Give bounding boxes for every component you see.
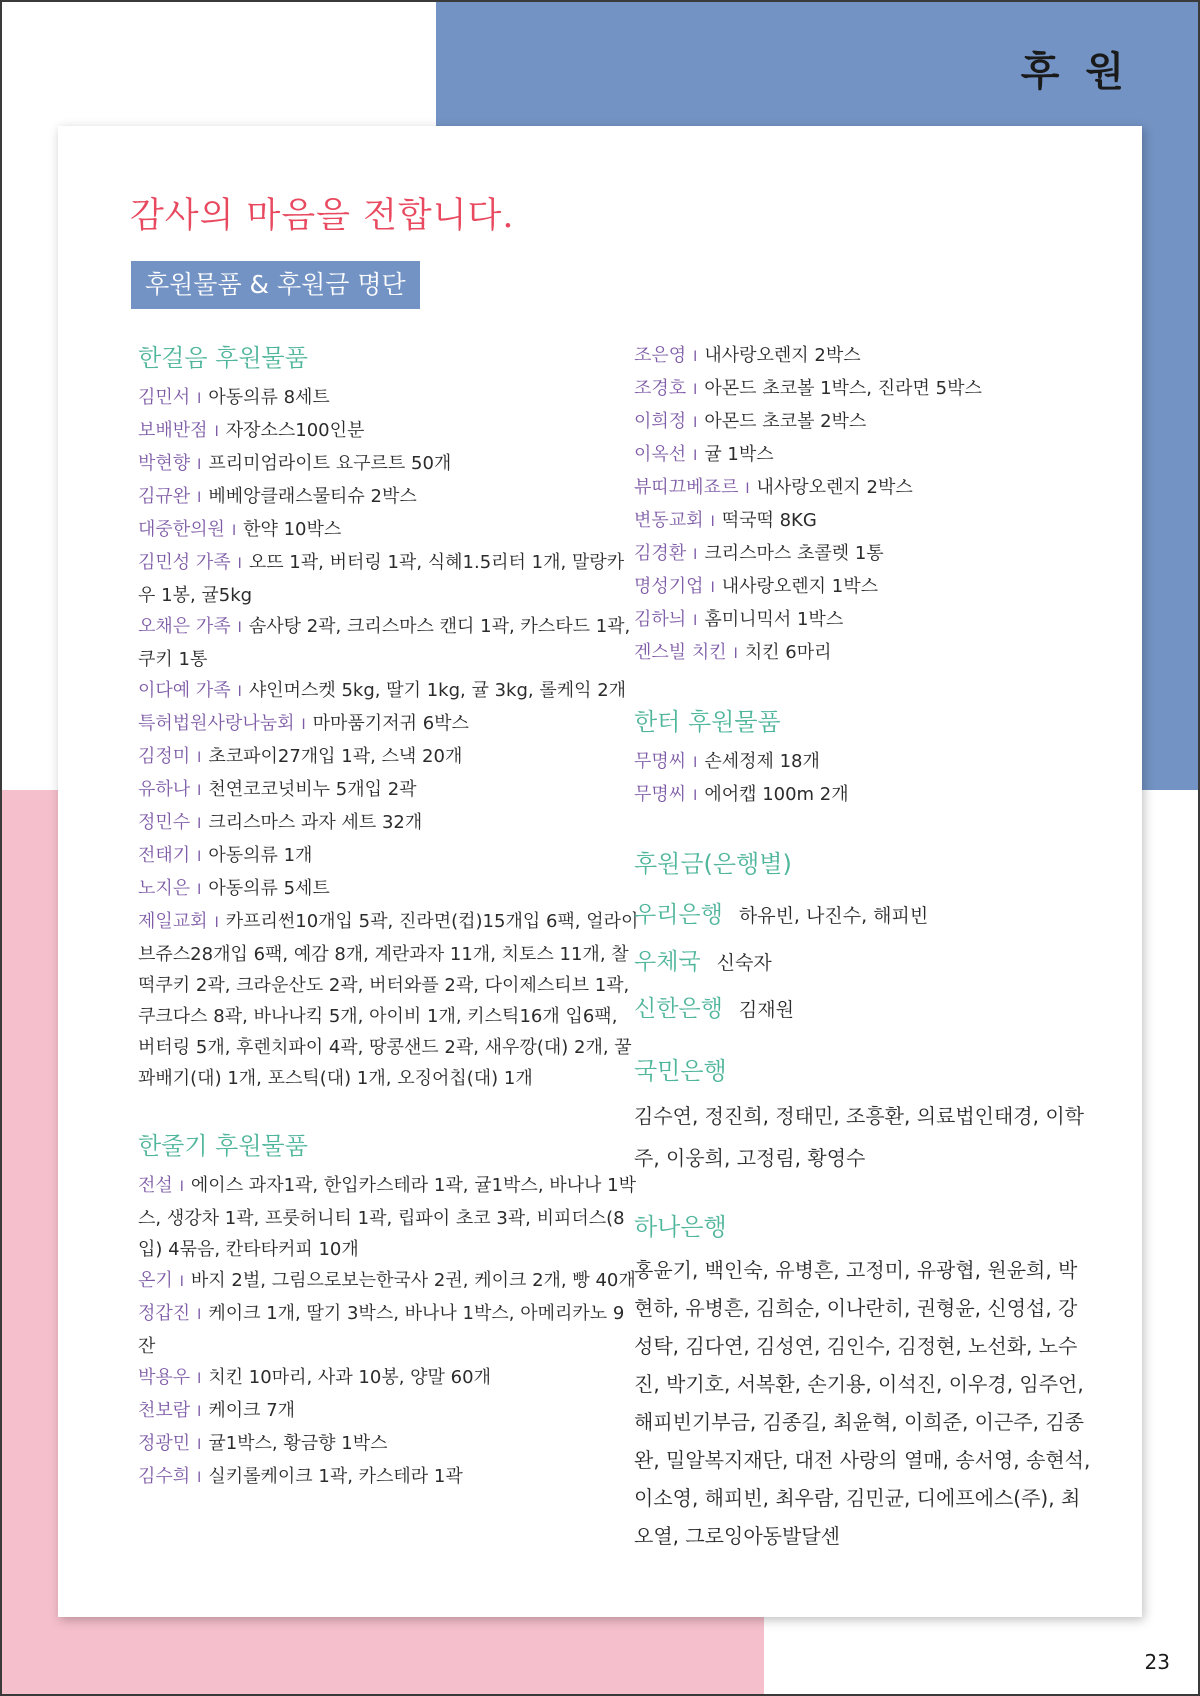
donor-name: 유하나 (138, 779, 191, 800)
separator: I (197, 1437, 202, 1453)
donated-items: 실키롤케이크 1곽, 카스테라 1곽 (208, 1466, 463, 1487)
hanteo-title: 한터 후원물품 (634, 708, 781, 736)
bank-row (634, 943, 1094, 976)
donated-items: 프리미엄라이트 요구르트 50개 (208, 453, 452, 474)
bank-name: 신한은행 (634, 996, 723, 1022)
donated-items: 치킨 10마리, 사과 10봉, 양말 60개 (208, 1367, 491, 1388)
donor-entry (138, 1298, 640, 1362)
donor-entry (634, 779, 1094, 812)
separator: I (693, 788, 698, 804)
donated-items: 치킨 6마리 (744, 642, 832, 663)
separator: I (693, 613, 698, 629)
hanjulgi-title: 한줄기 후원물품 (138, 1132, 308, 1160)
hana-names: 홍윤기, 백인숙, 유병흔, 고정미, 유광협, 원윤희, 박현하, 유병흔, 김희순, 이나란히, 권형윤, 신영섭, 강성탁, 김다연, 김성연, 김인수, 김정현, 노선화, 노수진, 박기호, 서복환, 손기용, 이석진, 이우경, 임주언, 해피빈기부금, 김종길, 최윤혁, 이희준, 이근주, 김종완, 밀알복지재단, 대전 사랑의 열매, 송서영, 송현석, 이소영, 해피빈, 최우람, 김민균, 디에프에스(주), 최오열, 그로잉아동발달센 (634, 1258, 1091, 1548)
donor-entry (138, 873, 640, 906)
donor-entry (138, 807, 640, 840)
donated-items: 내사랑오렌지 2박스 (704, 345, 861, 366)
donated-items: 자장소스100인분 (225, 420, 365, 441)
separator: I (197, 750, 202, 766)
donor-name: 변동교회 (634, 510, 704, 531)
donated-items: 내사랑오렌지 1박스 (721, 576, 878, 597)
donor-name: 김민성 가족 (138, 552, 231, 573)
donated-items: 베베앙클래스물티슈 2박스 (208, 486, 417, 507)
donated-items: 크리스마스 초콜렛 1통 (704, 543, 884, 564)
bank-name: 우리은행 (634, 902, 723, 928)
separator: I (710, 580, 715, 596)
continued-list (634, 340, 1094, 670)
separator: I (214, 424, 219, 440)
donor-entry (138, 382, 640, 415)
donor-name: 정광민 (138, 1433, 191, 1454)
donor-name: 김규완 (138, 486, 191, 507)
donor-entry (138, 1362, 640, 1395)
separator: I (237, 684, 242, 700)
hana-title: 하나은행 (634, 1213, 727, 1241)
donated-items: 샤인머스켓 5kg, 딸기 1kg, 귤 3kg, 롤케익 2개 (248, 680, 627, 701)
separator: I (237, 556, 242, 572)
separator: I (237, 620, 242, 636)
hangeoreum-list (138, 382, 640, 1094)
donor-entry (138, 1170, 640, 1265)
bank-donors: 신숙자 (716, 952, 772, 974)
donor-entry (138, 1395, 640, 1428)
donated-items: 크리스마스 과자 세트 32개 (208, 812, 423, 833)
separator: I (197, 783, 202, 799)
hangeoreum-title: 한걸음 후원물품 (138, 344, 308, 372)
donor-entry (138, 1461, 640, 1494)
donated-items: 손세정제 18개 (704, 751, 820, 772)
separator: I (197, 1470, 202, 1486)
donor-entry (138, 415, 640, 448)
donated-items: 초코파이27개입 1곽, 스낵 20개 (208, 746, 463, 767)
donor-name: 보배반점 (138, 420, 208, 441)
donor-entry (634, 406, 1094, 439)
donated-items: 한약 10박스 (243, 519, 342, 540)
donor-entry (138, 547, 640, 611)
donor-name: 명성기업 (634, 576, 704, 597)
donor-entry (634, 472, 1094, 505)
headline: 감사의 마음을 전합니다. (130, 196, 515, 236)
donated-items: 에어캡 100m 2개 (704, 784, 849, 805)
donor-name: 박용우 (138, 1367, 191, 1388)
donor-name: 조경호 (634, 378, 687, 399)
donor-entry (634, 340, 1094, 373)
donor-entry (138, 774, 640, 807)
donor-name: 특허법원사랑나눔회 (138, 713, 295, 734)
donor-entry (634, 604, 1094, 637)
separator: I (197, 1307, 202, 1323)
donor-entry (138, 611, 640, 675)
donations-title: 후원금(은행별) (634, 850, 792, 878)
donor-entry (138, 906, 640, 1094)
donated-items: 떡국떡 8KG (721, 510, 817, 531)
donated-items: 케이크 1개, 딸기 3박스, 바나나 1박스, 아메리카노 9잔 (138, 1303, 625, 1357)
donor-name: 대중한의원 (138, 519, 225, 540)
donor-name: 무명씨 (634, 784, 687, 805)
donor-name: 전설 (138, 1175, 173, 1196)
separator: I (693, 547, 698, 563)
separator: I (214, 915, 219, 931)
donated-items: 에이스 과자1곽, 한입카스테라 1곽, 귤1박스, 바나나 1박스, 생강차 1곽, 프룻허니티 1곽, 립파이 초코 3곽, 비피더스(8입) 4묶음, 칸타타커피 10개 (138, 1175, 636, 1260)
donor-name: 조은영 (634, 345, 687, 366)
donor-entry (634, 746, 1094, 779)
separator: I (693, 448, 698, 464)
separator: I (197, 391, 202, 407)
separator: I (733, 646, 738, 662)
donated-items: 카프리썬10개입 5곽, 진라면(컵)15개입 6팩, 얼라이브쥬스28개입 6팩, 예감 8개, 계란과자 11개, 치토스 11개, 찰떡쿠키 2곽, 크라운산도 2곽, 버터와플 2곽, 다이제스티브 1곽, 쿠크다스 8곽, 바나나킥 5개, 아이비 1개, 키스틱16개 입6팩, 버터링 5개, 후렌치파이 4곽, 땅콩샌드 2곽, 새우깡(대) 2개, 꿀꽈배기(대) 1개, 포스틱(대) 1개, 오징어칩(대) 1개 (138, 911, 639, 1089)
donor-entry (138, 840, 640, 873)
donated-items: 케이크 7개 (208, 1400, 296, 1421)
donor-entry (138, 1428, 640, 1461)
bank-donors: 하유빈, 나진수, 해피빈 (738, 905, 929, 927)
subtitle-banner: 후원물품 & 후원금 명단 (131, 261, 420, 309)
donated-items: 마마품기저귀 6박스 (312, 713, 469, 734)
donor-entry (138, 741, 640, 774)
right-column (634, 340, 1094, 1555)
separator: I (197, 490, 202, 506)
donor-name: 정민수 (138, 812, 191, 833)
separator: I (179, 1274, 184, 1290)
donor-entry (634, 637, 1094, 670)
separator: I (693, 415, 698, 431)
donor-entry (138, 1265, 640, 1298)
separator: I (231, 523, 237, 539)
donated-items: 귤1박스, 황금향 1박스 (208, 1433, 388, 1454)
donor-entry (138, 448, 640, 481)
donated-items: 아동의류 8세트 (208, 387, 330, 408)
donor-entry (634, 571, 1094, 604)
donor-name: 천보람 (138, 1400, 191, 1421)
donor-entry (138, 675, 640, 708)
donated-items: 천연코코넛비누 5개입 2곽 (208, 779, 417, 800)
bank-list (634, 896, 1094, 1023)
separator: I (197, 882, 202, 898)
donor-name: 정갑진 (138, 1303, 191, 1324)
donated-items: 아동의류 1개 (208, 845, 313, 866)
donated-items: 귤 1박스 (704, 444, 774, 465)
donated-items: 아몬드 초코볼 1박스, 진라면 5박스 (704, 378, 982, 399)
donor-entry (138, 708, 640, 741)
donor-name: 무명씨 (634, 751, 687, 772)
donated-items: 아몬드 초코볼 2박스 (704, 411, 867, 432)
bank-row (634, 990, 1094, 1023)
donor-entry (634, 373, 1094, 406)
separator: I (197, 849, 202, 865)
hanteo-list (634, 746, 1094, 812)
separator: I (197, 1404, 202, 1420)
donor-entry (634, 439, 1094, 472)
left-column (138, 340, 640, 1494)
donated-items: 아동의류 5세트 (208, 878, 330, 899)
separator: I (197, 816, 202, 832)
donated-items: 홈미니믹서 1박스 (704, 609, 844, 630)
separator: I (197, 1371, 202, 1387)
separator: I (179, 1179, 184, 1195)
donor-name: 김정미 (138, 746, 191, 767)
donated-items: 솜사탕 2곽, 크리스마스 캔디 1곽, 카스타드 1곽, 쿠키 1통 (138, 616, 631, 670)
donor-name: 온기 (138, 1270, 173, 1291)
donated-items: 바지 2벌, 그림으로보는한국사 2권, 케이크 2개, 빵 40개 (190, 1270, 636, 1291)
separator: I (745, 481, 750, 497)
bank-name: 우체국 (634, 949, 701, 975)
donor-name: 이다예 가족 (138, 680, 231, 701)
donor-name: 오채은 가족 (138, 616, 231, 637)
donor-name: 전태기 (138, 845, 191, 866)
donor-name: 박현향 (138, 453, 191, 474)
donor-name: 김민서 (138, 387, 191, 408)
hanjulgi-list (138, 1170, 640, 1494)
section-title: 후 원 (1020, 49, 1130, 95)
bank-row (634, 896, 1094, 929)
kookmin-title: 국민은행 (634, 1057, 727, 1085)
separator: I (710, 514, 715, 530)
donor-name: 김경환 (634, 543, 687, 564)
separator: I (197, 457, 202, 473)
donor-entry (634, 505, 1094, 538)
donor-name: 노지은 (138, 878, 191, 899)
donor-name: 제일교회 (138, 911, 208, 932)
donor-entry (138, 481, 640, 514)
donor-name: 김하늬 (634, 609, 687, 630)
donor-name: 겐스빌 치킨 (634, 642, 727, 663)
donor-name: 뷰띠끄베죠르 (634, 477, 739, 498)
kookmin-names: 김수연, 정진희, 정태민, 조흥환, 의료법인태경, 이학주, 이웅희, 고정림, 황영수 (634, 1104, 1084, 1170)
donated-items: 오뜨 1곽, 버터링 1곽, 식혜1.5리터 1개, 말랑카우 1봉, 귤5kg (138, 552, 625, 606)
bank-donors: 김재원 (738, 999, 794, 1021)
donor-entry (138, 514, 640, 547)
donor-name: 이희정 (634, 411, 687, 432)
separator: I (693, 382, 698, 398)
donor-entry (634, 538, 1094, 571)
separator: I (693, 755, 698, 771)
separator: I (693, 349, 698, 365)
page-number: 23 (1144, 1650, 1170, 1674)
donor-name: 이옥선 (634, 444, 687, 465)
content-card (58, 126, 1142, 1617)
donor-name: 김수희 (138, 1466, 191, 1487)
donated-items: 내사랑오렌지 2박스 (756, 477, 913, 498)
separator: I (301, 717, 306, 733)
